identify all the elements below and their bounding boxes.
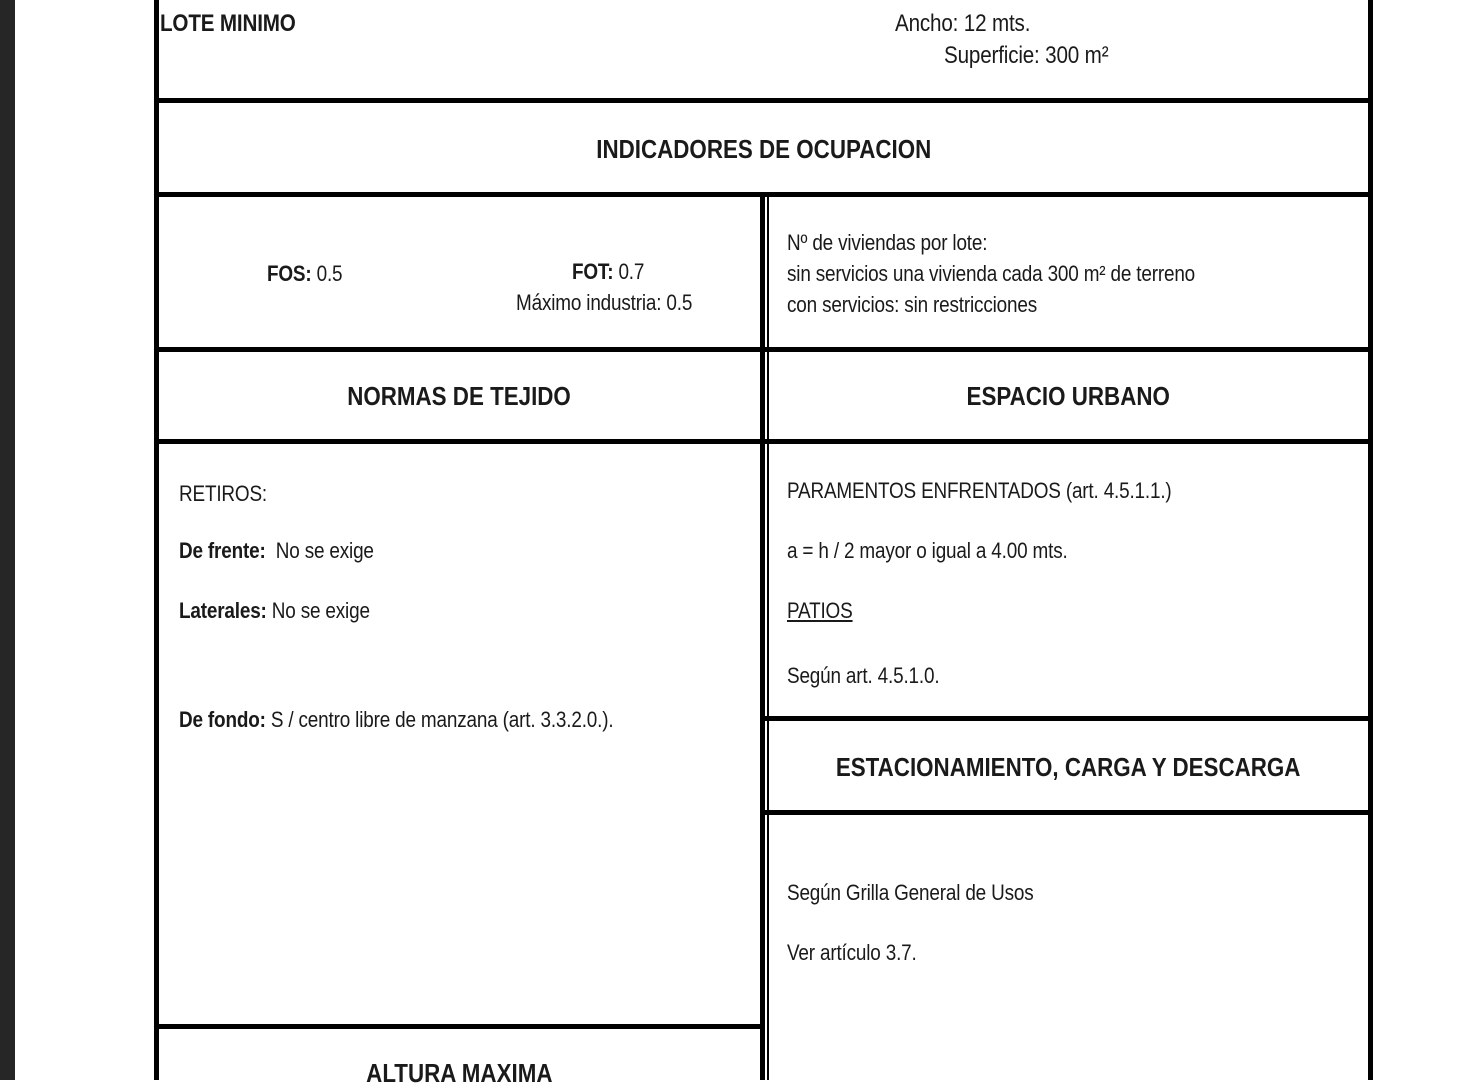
table-border-right: [1368, 0, 1373, 1080]
viviendas-con-servicios: con servicios: sin restricciones: [787, 292, 1038, 317]
retiros-label: RETIROS:: [179, 481, 267, 506]
retiro-frente: [179, 538, 374, 564]
table-rule: [765, 716, 1373, 721]
paramentos-enfrentados: PARAMENTOS ENFRENTADOS (art. 4.5.1.1.): [787, 478, 1172, 503]
frente-value: No se exige: [275, 538, 374, 563]
document-page: [15, 0, 1461, 1088]
lote-minimo-label: LOTE MINIMO: [160, 10, 296, 37]
table-rule: [154, 439, 1373, 444]
fos-value: 0.5: [316, 261, 343, 286]
fos-label: FOS:: [267, 261, 312, 286]
table-divider-center: [767, 197, 769, 1080]
table-rule: [765, 810, 1373, 815]
normas-tejido-title: NORMAS DE TEJIDO: [347, 381, 572, 411]
espacio-urbano-title: ESPACIO URBANO: [966, 381, 1171, 411]
paramentos-formula: a = h / 2 mayor o igual a 4.00 mts.: [787, 538, 1068, 563]
table-rule: [154, 98, 1373, 103]
estacionamiento-title: ESTACIONAMIENTO, CARGA Y DESCARGA: [836, 752, 1301, 782]
lote-superficie: Superficie: 300 m²: [944, 42, 1109, 69]
retiro-fondo: [179, 707, 613, 733]
frente-label: De frente:: [179, 538, 266, 563]
estacionamiento-grilla: Según Grilla General de Usos: [787, 880, 1034, 905]
fot-label: FOT:: [572, 259, 614, 284]
fondo-value: S / centro libre de manzana (art. 3.3.2.0.).: [270, 707, 614, 732]
altura-maxima-title: ALTURA MAXIMA: [366, 1058, 553, 1088]
laterales-label: Laterales:: [179, 598, 267, 623]
retiro-laterales: [179, 598, 370, 624]
fos-indicator: [267, 261, 342, 287]
table-rule: [154, 1024, 765, 1029]
viewer-left-edge: [0, 0, 15, 1080]
viviendas-sin-servicios: sin servicios una vivienda cada 300 m² de terreno: [787, 261, 1196, 286]
fot-value: 0.7: [618, 259, 645, 284]
viviendas-title: Nº de viviendas por lote:: [787, 230, 988, 255]
fot-indicator: [572, 259, 644, 285]
patios-segun: Según art. 4.5.1.0.: [787, 663, 940, 688]
estacionamiento-articulo: Ver artículo 3.7.: [787, 940, 917, 965]
lote-ancho: Ancho: 12 mts.: [895, 10, 1031, 37]
patios-heading: PATIOS: [787, 598, 853, 623]
fondo-label: De fondo:: [179, 707, 266, 732]
indicadores-title: INDICADORES DE OCUPACION: [595, 134, 931, 164]
table-divider-center: [760, 197, 765, 1080]
laterales-value: No se exige: [271, 598, 370, 623]
maximo-industria: Máximo industria: 0.5: [516, 290, 693, 315]
table-rule: [154, 347, 1373, 352]
